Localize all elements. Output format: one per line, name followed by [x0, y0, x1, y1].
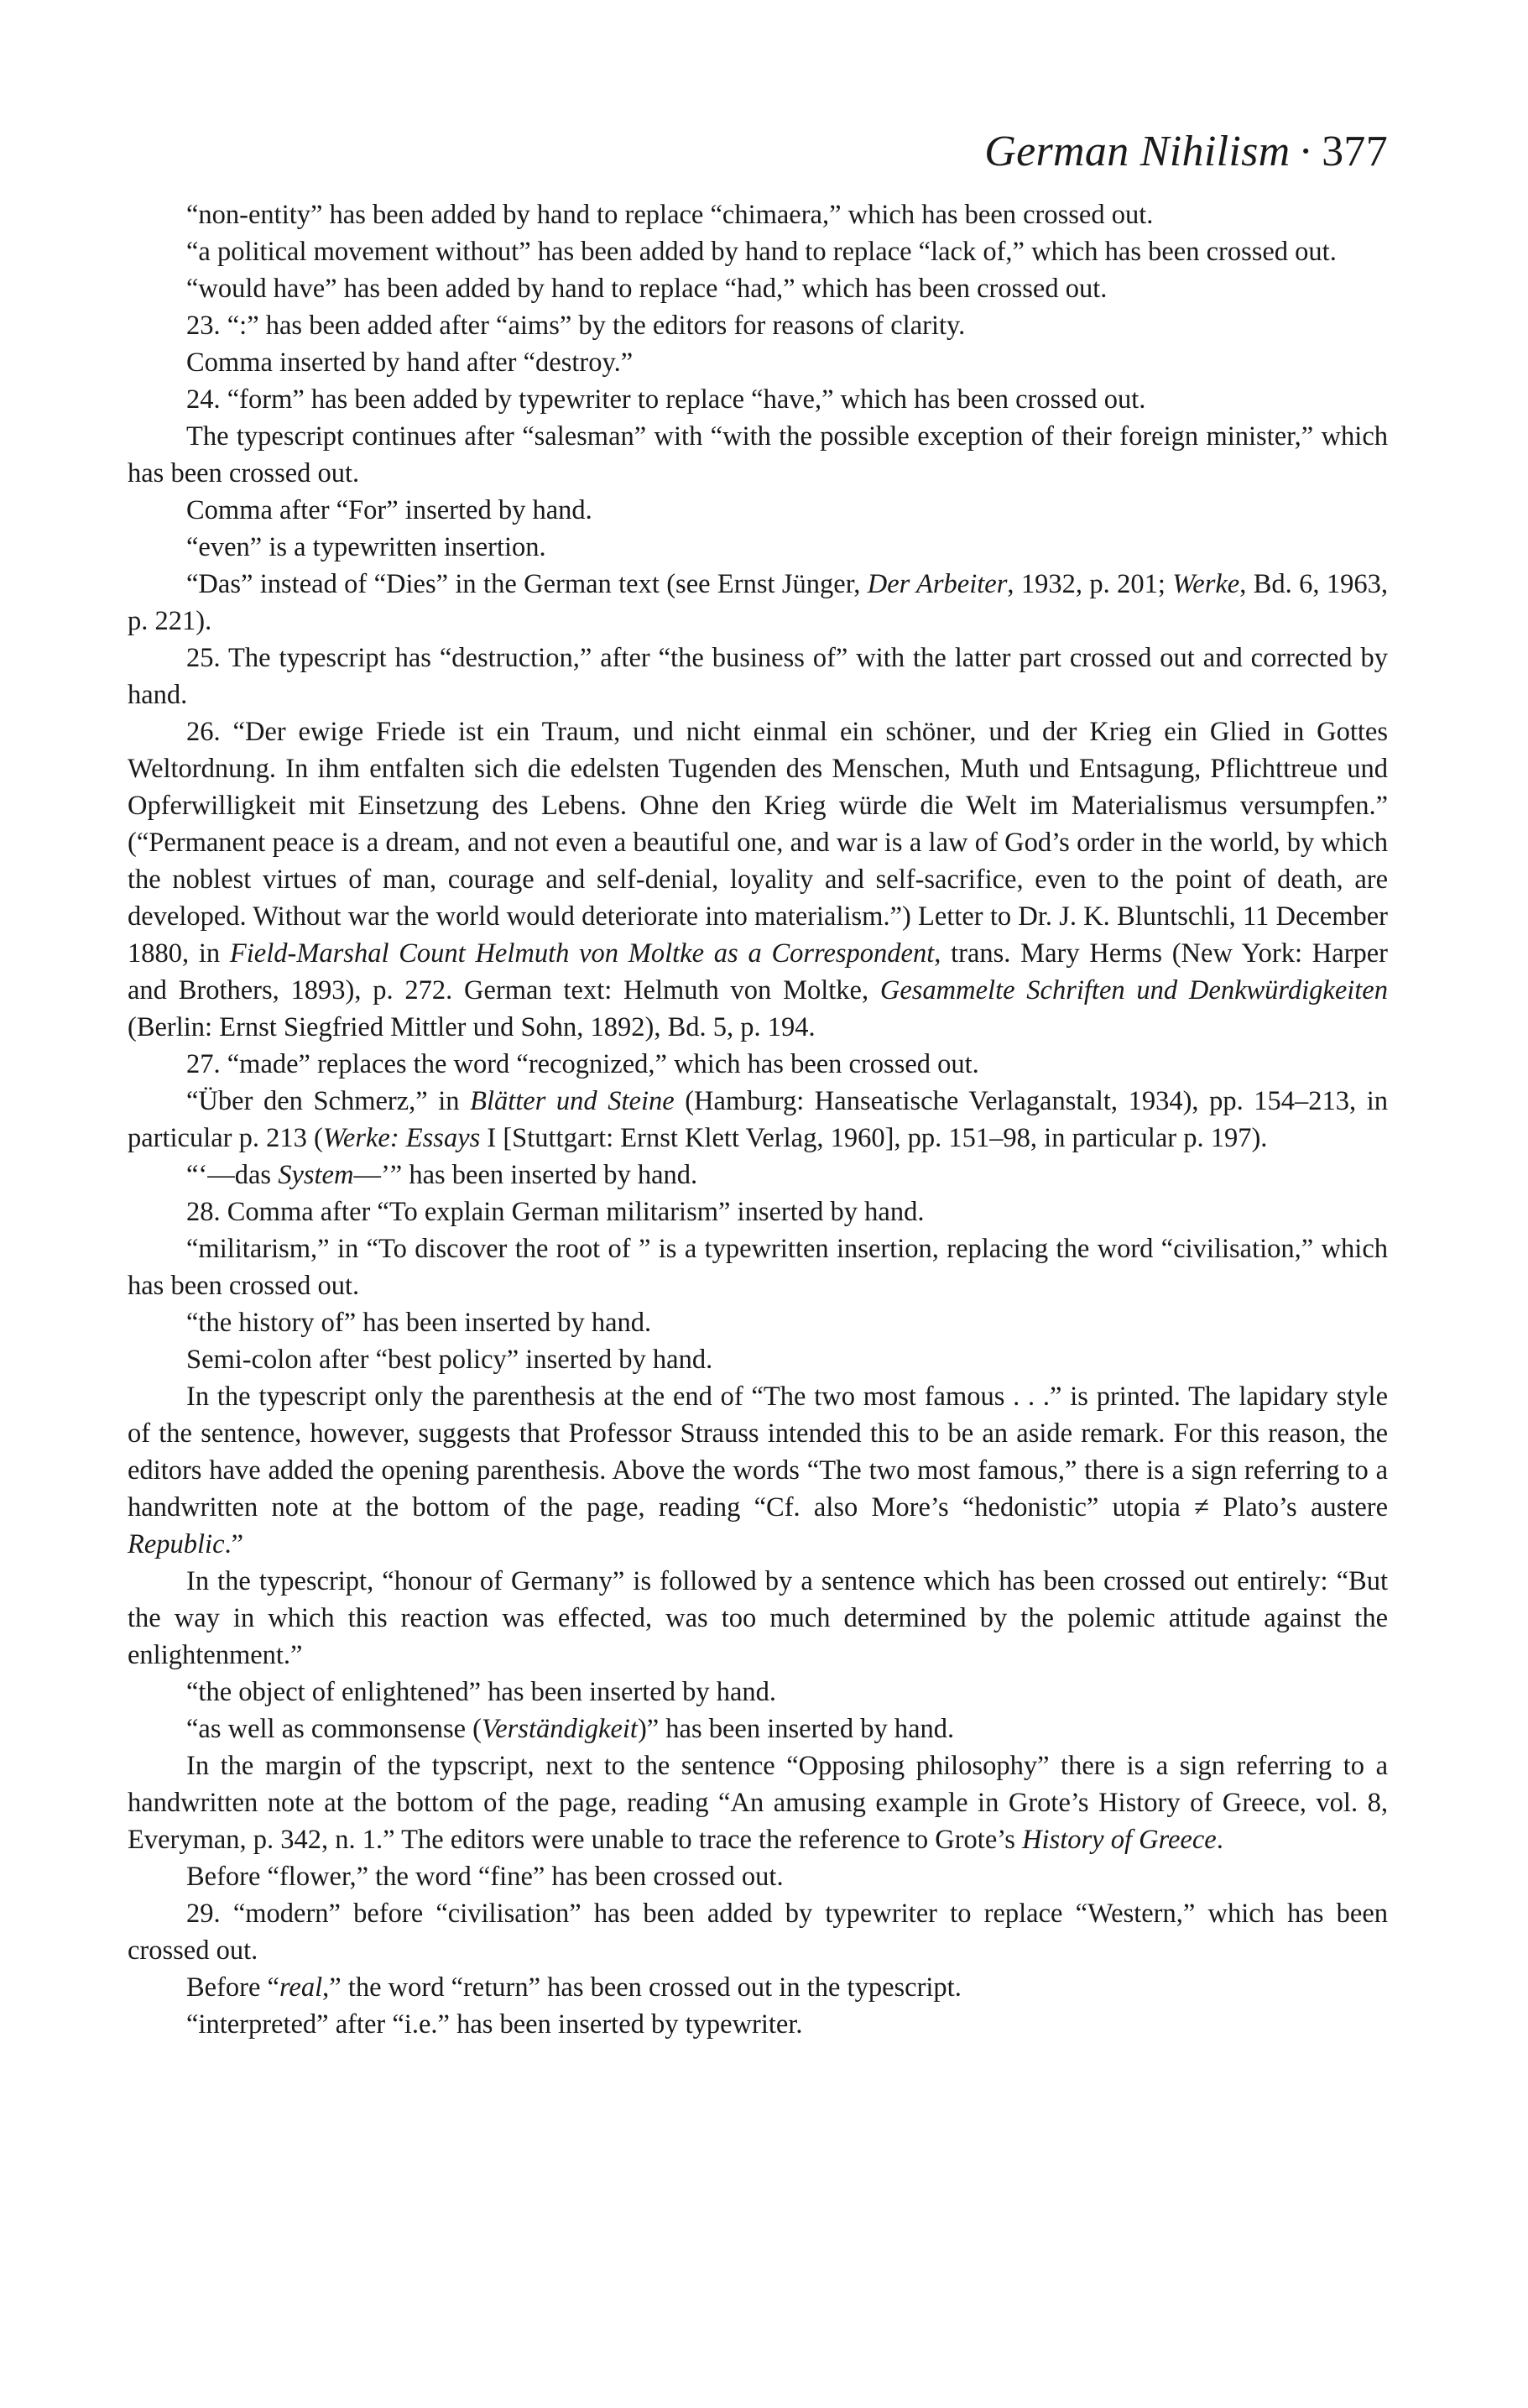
italic-text: Werke: Essays: [322, 1123, 481, 1154]
endnote-paragraph: [128, 1304, 1388, 1341]
note-text: (Berlin: Ernst Siegfried Mittler und Sohn, 1892), Bd. 5, p. 194.: [128, 1012, 816, 1043]
endnote-paragraph: [128, 1674, 1388, 1711]
endnote-paragraph: [128, 492, 1388, 529]
endnote-paragraph: [128, 1083, 1388, 1157]
running-head-title: German Nihilism: [984, 128, 1291, 175]
note-text: “Das” instead of “Dies” in the German text (see Ernst Jünger,: [186, 569, 868, 600]
note-text: Semi-colon after “best policy” inserted by hand.: [186, 1345, 713, 1376]
italic-text: real: [279, 1972, 323, 2003]
note-text: , Bd. 6, 1963, p. 221).: [128, 569, 1388, 637]
note-text: 27. “made” replaces the word “recognized,” which has been crossed out.: [186, 1049, 979, 1080]
note-text: Comma after “For” inserted by hand.: [186, 495, 592, 526]
endnote-paragraph: [128, 307, 1388, 344]
running-head: [128, 126, 1388, 178]
endnote-paragraph: [128, 713, 1388, 1046]
note-text: ,” the word “return” has been crossed out in the typescript.: [322, 1972, 962, 2003]
note-text: In the typescript, “honour of Germany” is followed by a sentence which has been crossed out entirely: “But the way in which this reaction was effected, was too much determined by the polemic attitude against the enlightenment.”: [128, 1566, 1388, 1671]
note-text: —’” has been inserted by hand.: [353, 1160, 698, 1191]
note-text: 29. “modern” before “civilisation” has been added by typewriter to replace “Western,” which has been crossed out.: [128, 1899, 1388, 1967]
note-text: “a political movement without” has been added by hand to replace “lack of,” which has been crossed out.: [186, 237, 1337, 268]
italic-text: Der Arbeiter: [867, 569, 1008, 600]
italic-text: Republic: [128, 1529, 225, 1560]
note-text: )” has been inserted by hand.: [637, 1714, 955, 1745]
note-text: Before “: [186, 1972, 279, 2003]
endnote-paragraph: [128, 1230, 1388, 1304]
note-text: The typescript continues after “salesman” with “with the possible exception of their foreign minister,” which has been crossed out.: [128, 421, 1388, 489]
note-text: .”: [224, 1529, 244, 1560]
endnote-paragraph: [128, 2006, 1388, 2043]
italic-text: System: [278, 1160, 354, 1191]
note-text: “the history of” has been inserted by hand.: [186, 1308, 652, 1339]
endnote-paragraph: [128, 344, 1388, 381]
note-text: In the margin of the typscript, next to the sentence “Opposing philosophy” there is a sign referring to a handwritten note at the bottom of the page, reading “An amusing example in Grote’s History of Greece, vol. 8, Everyman, p. 342, n. 1.” The editors were unable to trace the reference to Grote’s: [128, 1751, 1388, 1856]
note-text: , trans. Mary Herms (New York: Harper and Brothers, 1893), p. 272. German text: Helmuth von Moltke,: [128, 938, 1389, 1006]
note-text: “militarism,” in “To discover the root of ” is a typewritten insertion, replacing the word “civilisation,” which has been crossed out.: [128, 1234, 1388, 1302]
endnote-paragraph: [128, 566, 1388, 640]
endnote-paragraph: [128, 1747, 1388, 1858]
endnote-paragraph: [128, 1341, 1388, 1378]
italic-text: Verständigkeit: [481, 1714, 638, 1745]
endnote-paragraph: [128, 529, 1388, 566]
note-text: Comma inserted by hand after “destroy.”: [186, 347, 634, 379]
italic-text: Blätter und Steine: [470, 1086, 675, 1117]
note-text: 28. Comma after “To explain German militarism” inserted by hand.: [186, 1197, 925, 1228]
endnote-paragraph: [128, 640, 1388, 713]
note-text: .: [1216, 1825, 1223, 1856]
endnote-paragraph: [128, 1969, 1388, 2006]
endnote-paragraph: [128, 418, 1388, 492]
endnote-paragraph: [128, 196, 1388, 233]
note-text: “the object of enlightened” has been inserted by hand.: [186, 1677, 777, 1708]
page-number: 377: [1322, 128, 1388, 175]
page: [128, 126, 1388, 2043]
endnote-paragraph: [128, 1157, 1388, 1194]
note-text: I [Stuttgart: Ernst Klett Verlag, 1960], pp. 151–98, in particular p. 197).: [480, 1123, 1268, 1154]
note-text: “non-entity” has been added by hand to replace “chimaera,” which has been crossed out.: [186, 200, 1154, 231]
italic-text: Field-Marshal Count Helmuth von Moltke as a Correspondent: [229, 938, 935, 969]
endnote-paragraph: [128, 270, 1388, 307]
note-text: “would have” has been added by hand to replace “had,” which has been crossed out.: [186, 274, 1108, 305]
endnote-paragraph: [128, 1563, 1388, 1674]
note-text: “even” is a typewritten insertion.: [186, 532, 546, 563]
note-text: In the typescript only the parenthesis at the end of “The two most famous . . .” is printed. The lapidary style of the sentence, however, suggests that Professor Strauss intended this to be an aside remark. For this reason, the editors have added the opening parenthesis. Above the words “The two most famous,” there is a sign referring to a handwritten note at the bottom of the page, reading “Cf. also More’s “hedonistic” utopia ≠ Plato’s austere: [128, 1382, 1388, 1523]
endnote-paragraph: [128, 1378, 1388, 1563]
note-text: 23. “:” has been added after “aims” by the editors for reasons of clarity.: [186, 311, 966, 342]
note-text: 26. “Der ewige Friede ist ein Traum, und nicht einmal ein schöner, und der Krieg ein Glied in Gottes Weltordnung. In ihm entfalten sich die edelsten Tugenden des Menschen, Muth und Entsagung, Pflichttreue und Opferwilligkeit mit Einsetzung des Lebens. Ohne den Krieg würde die Welt im Materialismus versumpfen.” (“Permanent peace is a dream, and not even a beautiful one, and war is a law of God’s order in the world, by which the noblest virtues of man, courage and self-denial, loyality and self-sacrifice, even to the point of death, are developed. Without war the world would deteriorate into materialism.”) Letter to Dr. J. K. Bluntschli, 11 December 1880, in: [128, 717, 1388, 969]
endnote-paragraph: [128, 1194, 1388, 1230]
italic-text: Gesammelte Schriften und Denkwürdigkeiten: [879, 975, 1388, 1006]
note-text: , 1932, p. 201;: [1007, 569, 1173, 600]
note-text: 25. The typescript has “destruction,” after “the business of” with the latter part crossed out and corrected by hand.: [128, 643, 1388, 711]
italic-text: History of Greece: [1022, 1825, 1217, 1856]
note-text: “Über den Schmerz,” in: [186, 1086, 471, 1117]
endnote-paragraph: [128, 233, 1388, 270]
note-text: “interpreted” after “i.e.” has been inserted by typewriter.: [186, 2009, 803, 2040]
italic-text: Werke: [1172, 569, 1240, 600]
note-text: “‘—das: [186, 1160, 279, 1191]
note-text: “as well as commonsense (: [186, 1714, 482, 1745]
endnotes: [128, 196, 1388, 2043]
note-text: 24. “form” has been added by typewriter to replace “have,” which has been crossed out.: [186, 384, 1146, 415]
endnote-paragraph: [128, 1046, 1388, 1083]
endnote-paragraph: [128, 381, 1388, 418]
endnote-paragraph: [128, 1895, 1388, 1969]
endnote-paragraph: [128, 1711, 1388, 1747]
note-text: Before “flower,” the word “fine” has been crossed out.: [186, 1862, 784, 1893]
running-head-separator: ·: [1298, 128, 1314, 175]
note-text: (Hamburg: Hanseatische Verlaganstalt, 1934), pp. 154–213, in particular p. 213 (: [128, 1086, 1388, 1154]
endnote-paragraph: [128, 1858, 1388, 1895]
